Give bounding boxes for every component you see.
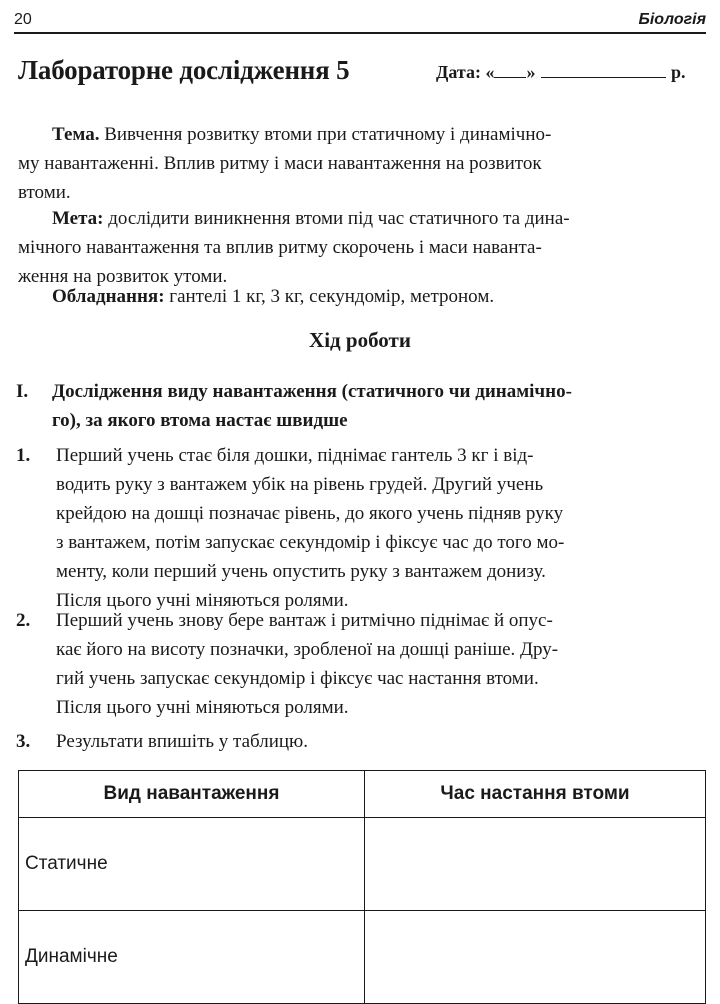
page-title: Лабораторне дослідження 5 [18, 55, 350, 85]
step-3 [16, 727, 708, 756]
header-rule [14, 32, 706, 34]
goal-paragraph [18, 204, 704, 291]
equipment-paragraph [18, 282, 704, 311]
date-label: Дата: « [436, 62, 495, 82]
page-header [14, 8, 706, 32]
step-1 [16, 441, 708, 615]
results-table [18, 770, 706, 1004]
page-number: 20 [14, 11, 32, 28]
cell-fatigue-time-input[interactable] [365, 818, 706, 911]
procedure-heading: Хід роботи [309, 328, 411, 352]
topic-line: му навантаженні. Вплив ритму і маси навантаження на розвиток [18, 153, 542, 174]
equipment-text: гантелі 1 кг, 3 кг, секундомір, метроном. [164, 286, 495, 307]
topic-line: Вивчення розвитку втоми при статичному і динамічно- [99, 124, 552, 145]
step-number: 2. [16, 610, 31, 631]
section-line: го), за якого втома настає швидше [52, 410, 348, 431]
date-year-suffix: р. [670, 62, 686, 82]
subject-name: Біологія [638, 11, 706, 28]
step-number: 1. [16, 445, 31, 466]
header-load-type: Вид навантаження [19, 771, 365, 818]
date-month-blank [541, 63, 666, 78]
date-quote-close: » [526, 62, 536, 82]
step-line: гий учень запускає секундомір і фіксує час настання втоми. [56, 668, 539, 689]
step-line: крейдою на дошці позначає рівень, до якого учень підняв руку [56, 503, 564, 524]
step-line: Перший учень стає біля дошки, піднімає гантель 3 кг і від- [56, 445, 534, 466]
step-line: менту, коли перший учень опустить руку з вантажем донизу. [56, 561, 546, 582]
equipment-label: Обладнання: [52, 286, 165, 307]
cell-fatigue-time-input[interactable] [365, 911, 706, 1004]
date-day-blank [494, 63, 526, 78]
step-line: з вантажем, потім запускає секундомір і фіксує час до того мо- [56, 532, 565, 553]
topic-paragraph [18, 120, 704, 207]
table-row [19, 818, 706, 911]
section-number: I. [16, 381, 29, 402]
table-header-row [19, 771, 706, 818]
cell-load-type: Динамічне [19, 911, 365, 1004]
goal-line: ження на розвиток утоми. [18, 266, 228, 287]
topic-line: втоми. [18, 182, 71, 203]
step-line: водить руку з вантажем убік на рівень грудей. Другий учень [56, 474, 544, 495]
table-row [19, 911, 706, 1004]
header-fatigue-time: Час настання втоми [365, 771, 706, 818]
step-line: Після цього учні міняються ролями. [56, 590, 349, 611]
section-line: Дослідження виду навантаження (статичного чи динамічно- [52, 381, 572, 402]
step-number: 3. [16, 731, 31, 752]
step-line: Результати впишіть у таблицю. [56, 731, 308, 752]
section-heading [16, 377, 706, 435]
date-field [436, 62, 686, 83]
goal-line: мічного навантаження та вплив ритму скорочень і маси наванта- [18, 237, 542, 258]
step-line: кає його на висоту позначки, зробленої на дошці раніше. Дру- [56, 639, 559, 660]
step-line: Перший учень знову бере вантаж і ритмічно піднімає й опус- [56, 610, 553, 631]
step-2 [16, 606, 708, 722]
step-line: Після цього учні міняються ролями. [56, 697, 349, 718]
goal-line: дослідити виникнення втоми під час статичного та дина- [103, 208, 570, 229]
topic-label: Тема. [52, 124, 100, 145]
cell-load-type: Статичне [19, 818, 365, 911]
goal-label: Мета: [52, 208, 104, 229]
